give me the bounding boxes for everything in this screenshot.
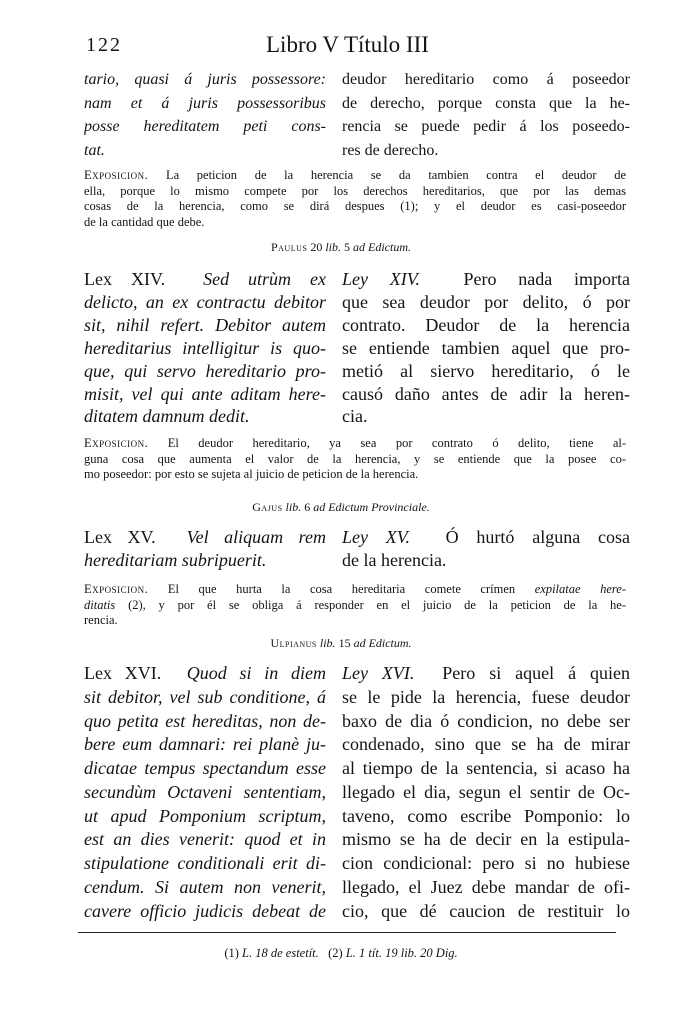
spanish-line: Ley XIV. Pero nada importa (342, 269, 630, 289)
exposicion-label: Exposicion. (84, 436, 149, 450)
exposicion-line: rencia. (84, 613, 118, 627)
latin-line: cavere officio judicis debeat de (84, 900, 326, 921)
latin-line: ut apud Pomponium scriptum, (84, 805, 326, 826)
latin-line: cendum. Si autem non venerit, (84, 876, 326, 897)
exposicion-label: Exposicion. (84, 582, 149, 596)
spanish-line: al tiempo de la sentencia, si acaso ha (342, 758, 630, 778)
exposicion-paragraph (84, 168, 626, 230)
spanish-line: cio, que dé caucion de restituir lo (342, 900, 630, 921)
lex-label: Lex XV. (84, 527, 156, 547)
exposicion-line: ella, porque lo mismo compete por los derechos hereditarios, que por las demas (84, 183, 626, 198)
footnote-divider (78, 932, 616, 933)
spanish-column (342, 662, 630, 923)
ley-label: Ley XV. (342, 527, 410, 547)
spanish-line: taveno, como escribe Pomponio: lo (342, 805, 630, 826)
spanish-line: cion condicional: pero si no hubiese (342, 853, 630, 873)
latin-line: sit debitor, vel sub conditione, á (84, 686, 326, 707)
latin-line: hereditarius intelligitur is quo- (84, 337, 326, 358)
latin-line: posse hereditatem peti cons- (84, 118, 326, 135)
spanish-column (342, 68, 630, 162)
spanish-line: causó daño antes de adir la heren- (342, 383, 630, 404)
source-citation: Paulus 20 lib. 5 ad Edictum. (270, 240, 411, 254)
spanish-line: metió al siervo hereditario, ó le (342, 360, 630, 381)
exposicion-line: mo poseedor: por esto se sujeta al juicio de peticion de la herencia. (84, 467, 419, 481)
exposicion-line: Exposicion. La peticion de la herencia se da tambien contra el deudor de (84, 168, 626, 182)
exposicion-paragraph (84, 582, 626, 629)
page-number: 122 (86, 34, 122, 56)
latin-line: Lex XV. Vel aliquam rem (84, 527, 326, 547)
spanish-column (342, 268, 630, 428)
spanish-line: res de derecho. (342, 141, 439, 159)
latin-column (84, 68, 326, 162)
exposicion-line: cosas de la herencia, como se dirá despues (1); y el deudor es casi-poseedor (84, 199, 626, 213)
spanish-line: Ley XV. Ó hurtó alguna cosa (342, 527, 630, 547)
spanish-line: condenado, sino que se ha de mirar (342, 734, 630, 755)
latin-column (84, 268, 326, 428)
spanish-line: se entiende tambien aquel que pro- (342, 337, 630, 358)
exposicion-line: Exposicion. El deudor hereditario, ya sea por contrato ó delito, tiene al- (84, 436, 626, 450)
latin-line: tario, quasi á juris possessore: (84, 71, 326, 88)
latin-line: est an dies venerit: quod et in (84, 829, 326, 850)
latin-line: misit, vel qui ante aditam here- (84, 383, 326, 404)
lex-label: Lex XIV. (84, 269, 166, 289)
exposicion-label: Exposicion. (84, 168, 149, 182)
latin-line: dicatae tempus spectandum esse (84, 758, 326, 778)
footnote-2: (2) L. 1 tít. 19 lib. 20 Dig. (328, 946, 458, 960)
source-citation: Ulpianus lib. 15 ad Edictum. (270, 636, 412, 650)
spanish-line: cia. (342, 406, 368, 427)
exposicion-line: de la cantidad que debe. (84, 214, 205, 229)
latin-column (84, 526, 326, 572)
page-header (0, 34, 682, 68)
latin-line: Lex XIV. Sed utrùm ex (84, 269, 326, 289)
spanish-line: de la herencia. (342, 550, 447, 570)
exposicion-paragraph (84, 436, 626, 483)
spanish-line: contrato. Deudor de la herencia (342, 314, 630, 335)
ley-label: Ley XVI. (342, 663, 415, 683)
lex-label: Lex XVI. (84, 663, 162, 683)
footnote-1: (1) L. 18 de estetít. (224, 946, 319, 960)
latin-line: hereditariam subripuerit. (84, 550, 267, 570)
running-title: Libro V Título III (266, 32, 429, 57)
latin-line: que, qui servo hereditario pro- (84, 360, 326, 381)
spanish-line: de derecho, porque consta que la he- (342, 94, 630, 112)
spanish-line: mismo se ha de decir en la estipula- (342, 829, 630, 850)
spanish-line: que sea deudor por delito, ó por (342, 291, 630, 312)
latin-line: Lex XVI. Quod si in diem (84, 663, 326, 683)
latin-line: delicto, an ex contractu debitor (84, 291, 326, 312)
spanish-line: se le pide la herencia, fuese deudor (342, 686, 630, 707)
spanish-line: rencia se puede pedir á los poseedo- (342, 118, 630, 135)
spanish-line: deudor hereditario como á poseedor (342, 71, 630, 88)
latin-line: secundùm Octaveni sententiam, (84, 781, 326, 802)
spanish-line: llegado, el Juez debe mandar de ofi- (342, 876, 630, 897)
exposicion-line: guna cosa que aumenta el valor de la herencia, y se entiende que la posee co- (84, 451, 626, 466)
footnotes (0, 946, 682, 961)
exposicion-line: ditatis (2), y por él se obliga á responder en el juicio de la peticion de la he- (84, 597, 626, 612)
latin-column (84, 662, 326, 923)
spanish-column (342, 526, 630, 572)
latin-line: tat. (84, 141, 105, 159)
ley-label: Ley XIV. (342, 269, 420, 289)
latin-line: quo petita est hereditas, non de- (84, 710, 326, 731)
latin-line: ditatem damnum dedit. (84, 406, 250, 427)
latin-line: nam et á juris possessoribus (84, 94, 326, 112)
latin-line: bere eum damnari: rei planè ju- (84, 734, 326, 755)
source-citation: Gajus lib. 6 ad Edictum Provinciale. (252, 500, 430, 514)
exposicion-line: Exposicion. El que hurta la cosa hereditaria comete crímen expilatae here- (84, 582, 626, 596)
latin-line: stipulatione conditionali erit di- (84, 853, 326, 873)
spanish-line: llegado el dia, segun el sentir de Oc- (342, 781, 630, 802)
latin-line: sit, nihil refert. Debitor autem (84, 314, 326, 335)
spanish-line: Ley XVI. Pero si aquel á quien (342, 663, 630, 683)
spanish-line: baxo de dia ó condicion, no debe ser (342, 710, 630, 731)
